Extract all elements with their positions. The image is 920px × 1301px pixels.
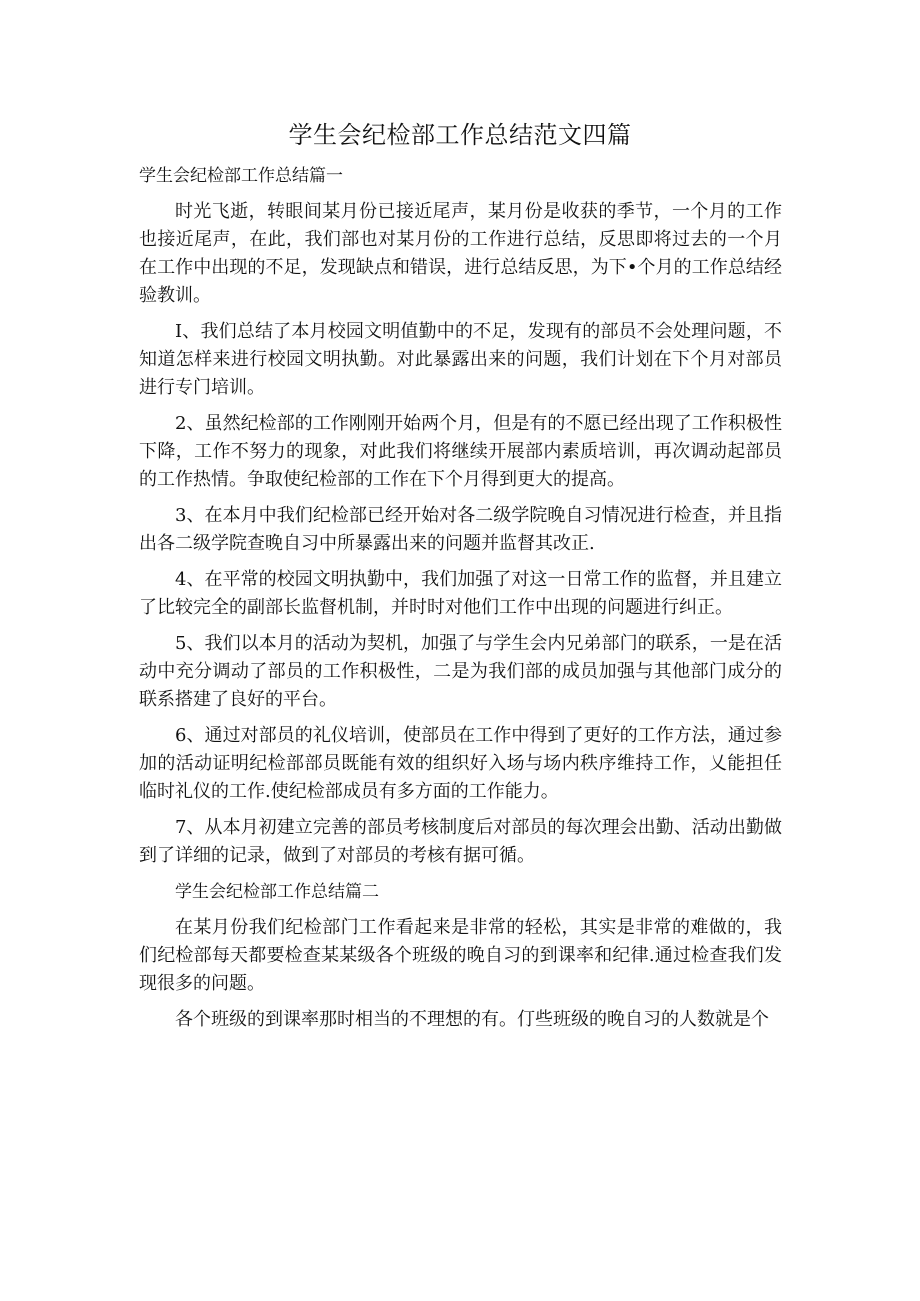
document-body: [139, 162, 782, 1042]
paragraph: 各个班级的到课率那时相当的不理想的有。仃些班级的晚自习的人数就是个: [175, 1009, 769, 1030]
document-title: 学生会纪检部工作总结范文四篇: [288, 121, 632, 149]
section-heading-1: 学生会纪检部工作总结篇一: [139, 166, 343, 186]
paragraph: 2、虽然纪检部的工作刚刚开始两个月，但是有的不愿已经出现了工作积极性下降，工作不努力的现象，对此我们将继续开展部内素质培训，再次调动起部员的工作热情。争取使纪检部的工作在下个月得到更大的提高。: [139, 413, 782, 490]
paragraph: 6、通过对部员的礼仪培训，使部员在工作中得到了更好的工作方法，通过参加的活动证明纪检部部员既能有效的组织好入场与场内秩序维持工作，乂能担任临时礼仪的工作.使纪检部成员有多方面的工作能力。: [139, 725, 782, 802]
paragraph: 在某月份我们纪检部门工作看起来是非常的轻松，其实是非常的难做的，我们纪检部每天都要检查某某级各个班级的晚自习的到课率和纪律.通过检查我们发现很多的问题。: [139, 917, 782, 994]
paragraph: I、我们总结了本月校园文明值勤中的不足，发现有的部员不会处理问题，不知道怎样来进行校园文明执勤。对此暴露出来的问题，我们计划在下个月对部员进行专门培训。: [139, 321, 782, 398]
paragraph: 4、在平常的校园文明执勤中，我们加强了对这一日常工作的监督，并且建立了比较完全的副部长监督机制，并时时对他们工作中出现的问题进行纠正。: [139, 569, 782, 618]
paragraph: 7、从本月初建立完善的部员考核制度后对部员的每次理会出勤、活动出勤做到了详细的记录，做到了对部员的考核有据可循。: [139, 817, 782, 866]
paragraph: 5、我们以本月的活动为契机，加强了与学生会内兄弟部门的联系，一是在活动中充分调动了部员的工作积极性，二是为我们部的成员加强与其他部门成分的联系搭建了良好的平台。: [139, 633, 782, 710]
section-heading-2: 学生会纪检部工作总结篇二: [175, 882, 379, 902]
paragraph: 3、在本月中我们纪检部已经开始对各二级学院晚自习情况进行检查，并且指出各二级学院查晚自习中所暴露出来的问题并监督其改正.: [139, 505, 782, 554]
paragraph: 时光飞逝，转眼间某月份已接近尾声，某月份是收获的季节，一个月的工作也接近尾声，在此，我们部也对某月份的工作进行总结，反思即将过去的一个月在工作中出现的不足，发现缺点和错误，进行总结反思，为下•个月的工作总结经验教训。: [139, 201, 782, 306]
